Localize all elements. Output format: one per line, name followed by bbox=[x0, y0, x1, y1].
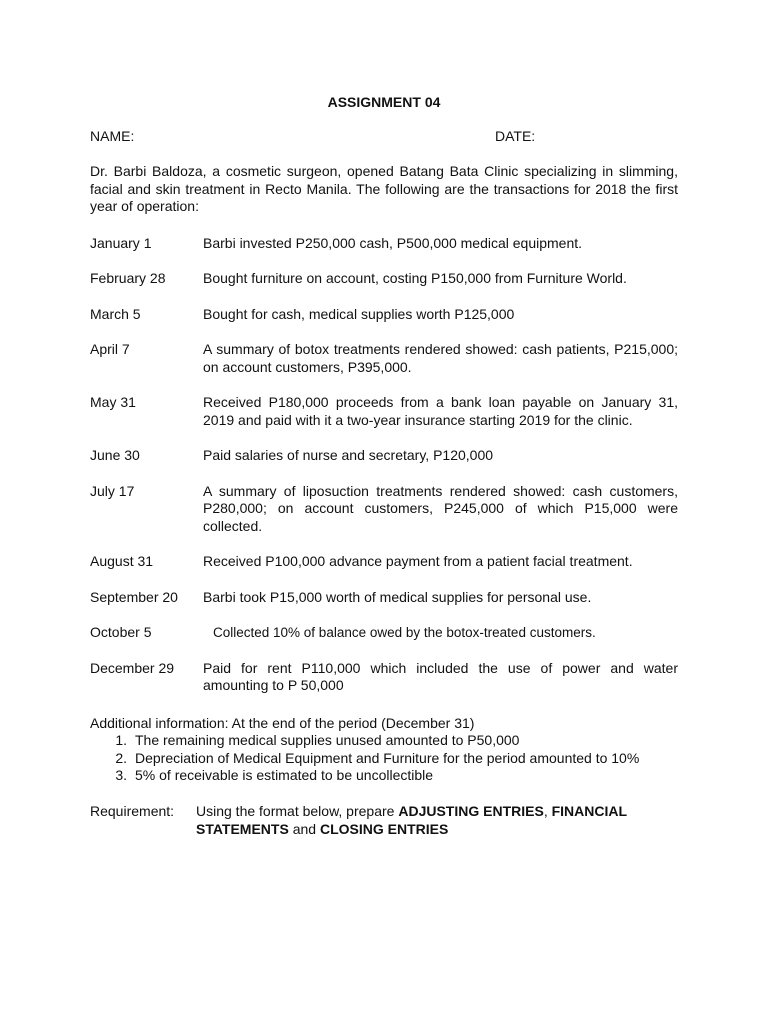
additional-info-list bbox=[90, 732, 678, 785]
transaction-row bbox=[90, 483, 678, 536]
document-page bbox=[90, 94, 678, 839]
name-label: NAME: bbox=[90, 128, 135, 144]
requirement-text-part: Using the format below, prepare bbox=[196, 802, 399, 819]
transaction-row bbox=[90, 589, 678, 607]
transaction-description: Received P100,000 advance payment from a patient facial treatment. bbox=[203, 553, 633, 569]
transaction-date: October 5 bbox=[90, 624, 152, 640]
transaction-row bbox=[90, 447, 678, 465]
name-date-row bbox=[90, 127, 678, 145]
transaction-description: A summary of liposuction treatments rendered showed: cash customers, P280,000; on account customers, P245,000 of which P15,000 were collected. bbox=[203, 482, 678, 534]
list-item-number: 3. bbox=[115, 767, 127, 783]
list-item bbox=[90, 732, 678, 750]
transaction-description: A summary of botox treatments rendered showed: cash patients, P215,000; on account customers, P395,000. bbox=[203, 341, 678, 375]
transaction-row bbox=[90, 553, 678, 571]
transaction-description: Barbi took P15,000 worth of medical supplies for personal use. bbox=[203, 588, 592, 605]
page-title: ASSIGNMENT 04 bbox=[327, 94, 441, 110]
requirement-text bbox=[196, 802, 678, 839]
transaction-row bbox=[90, 341, 678, 376]
transaction-description: Paid salaries of nurse and secretary, P120,000 bbox=[203, 447, 494, 463]
list-item-number: 2. bbox=[115, 749, 127, 766]
transaction-description: Received P180,000 proceeds from a bank loan payable on January 31, 2019 and paid with it a two-year insurance starting 2019 for the clinic. bbox=[203, 394, 678, 428]
transaction-row bbox=[90, 235, 678, 253]
transaction-row bbox=[90, 394, 678, 429]
transaction-date: February 28 bbox=[90, 270, 166, 286]
list-item-text: Depreciation of Medical Equipment and Furniture for the period amounted to 10% bbox=[135, 749, 640, 766]
transaction-date: August 31 bbox=[90, 553, 154, 569]
transaction-description: Bought furniture on account, costing P150,000 from Furniture World. bbox=[203, 270, 627, 286]
transaction-description: Barbi invested P250,000 cash, P500,000 medical equipment. bbox=[203, 234, 583, 251]
date-label: DATE: bbox=[495, 128, 536, 144]
additional-info-heading: Additional information: At the end of the period (December 31) bbox=[90, 714, 475, 731]
transaction-date: September 20 bbox=[90, 588, 178, 605]
requirement-label: Requirement: bbox=[90, 802, 175, 819]
list-item bbox=[90, 750, 678, 768]
intro-paragraph: Dr. Barbi Baldoza, a cosmetic surgeon, opened Batang Bata Clinic specializing in slimming, facial and skin treatment in Recto Manila. The following are the transactions for 2018 the first year of operation: bbox=[90, 163, 678, 214]
requirement-conjunction: and bbox=[288, 821, 320, 837]
closing-entries-text: CLOSING ENTRIES bbox=[319, 821, 449, 837]
requirement-block bbox=[90, 802, 678, 839]
transaction-date: January 1 bbox=[90, 234, 152, 251]
transaction-date: May 31 bbox=[90, 394, 136, 410]
transaction-date: March 5 bbox=[90, 305, 141, 322]
list-item-text: The remaining medical supplies unused amounted to P50,000 bbox=[135, 732, 520, 748]
transaction-date: December 29 bbox=[90, 659, 175, 676]
transaction-description: Paid for rent P110,000 which included the use of power and water amounting to P 50,000 bbox=[203, 659, 678, 693]
transaction-description: Bought for cash, medical supplies worth P125,000 bbox=[203, 305, 515, 322]
transaction-date: July 17 bbox=[90, 482, 135, 499]
list-item-text: 5% of receivable is estimated to be uncollectible bbox=[135, 767, 434, 783]
list-item-number: 1. bbox=[115, 732, 127, 748]
transaction-row bbox=[90, 306, 678, 324]
list-item bbox=[90, 767, 678, 785]
transaction-row bbox=[90, 270, 678, 288]
transaction-description: Collected 10% of balance owed by the botox-treated customers. bbox=[213, 625, 596, 640]
transaction-date: April 7 bbox=[90, 341, 130, 357]
financial-statements-text: FINANCIAL STATEMENTS bbox=[196, 802, 627, 837]
transaction-row bbox=[90, 624, 678, 642]
adjusting-entries-text: ADJUSTING ENTRIES bbox=[398, 802, 544, 819]
transaction-date: June 30 bbox=[90, 447, 140, 463]
transaction-row bbox=[90, 660, 678, 695]
requirement-separator: , bbox=[543, 802, 552, 819]
